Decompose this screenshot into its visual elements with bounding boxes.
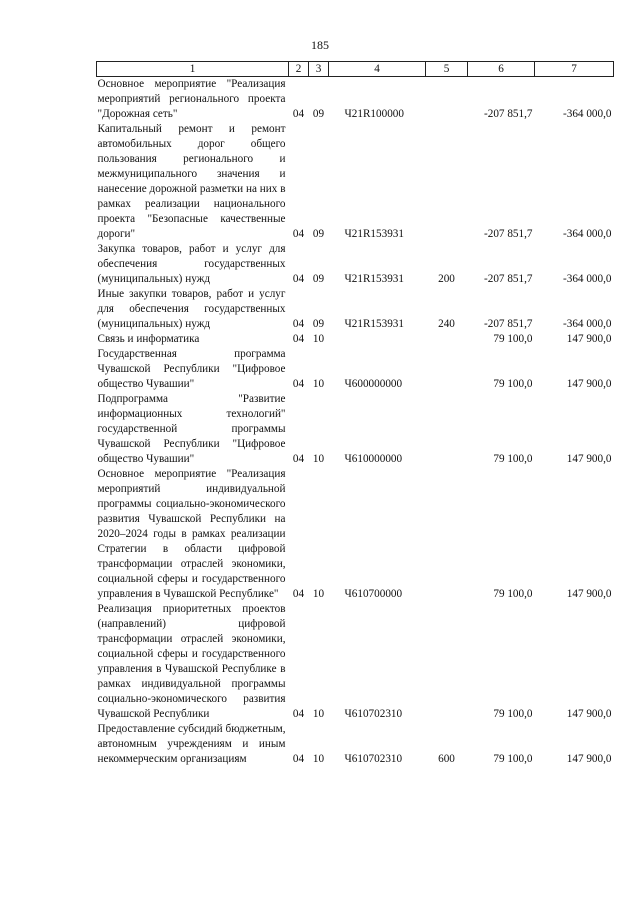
row-value-col-6: 79 100,0 (493, 453, 533, 465)
table-row (97, 467, 614, 602)
row-value-col-7: 147 900,0 (566, 753, 612, 765)
row-expense-type (426, 332, 468, 347)
row-section: 04 (292, 228, 305, 240)
table-row (97, 722, 614, 767)
row-target-code: Ч600000000 (344, 378, 403, 390)
row-name: Основное мероприятие "Реализация мероприятий регионального проекта "Дорожная сеть" (97, 78, 286, 120)
row-value-col-6: 79 100,0 (493, 378, 533, 390)
row-expense-type: 200 (438, 273, 455, 285)
table-row (97, 287, 614, 332)
row-subsection: 10 (312, 708, 325, 720)
row-value-col-7: 147 900,0 (566, 453, 612, 465)
row-subsection: 09 (312, 318, 325, 330)
row-expense-type (426, 467, 468, 602)
row-name: Государственная программа Чувашской Республики "Цифровое общество Чувашии" (97, 348, 286, 390)
row-expense-type (426, 347, 468, 392)
row-value-col-6: -207 851,7 (484, 273, 533, 285)
row-target-code: Ч610700000 (344, 588, 403, 600)
row-value-col-7: 147 900,0 (566, 378, 612, 390)
row-section: 04 (292, 273, 305, 285)
row-name: Связь и информатика (97, 333, 200, 345)
row-target-code: Ч610000000 (344, 453, 403, 465)
table-row (97, 347, 614, 392)
row-name: Иные закупки товаров, работ и услуг для обеспечения государственных (муниципальных) нужд (97, 288, 286, 330)
row-section: 04 (292, 453, 305, 465)
row-value-col-7: -364 000,0 (563, 273, 612, 285)
row-value-col-7: -364 000,0 (563, 228, 612, 240)
table-row (97, 602, 614, 722)
budget-table (96, 61, 614, 767)
table-row (97, 332, 614, 347)
row-name: Основное мероприятие "Реализация мероприятий индивидуальной программы социально-экономического развития Чувашской Республики на 2020–2024 годы в рамках реализации Стратегии в области цифровой трансформации отраслей экономики, социальной сферы и государственного управления в Чувашской Республике" (97, 468, 286, 600)
table-row (97, 242, 614, 287)
row-value-col-6: 79 100,0 (493, 588, 533, 600)
row-subsection: 10 (312, 453, 325, 465)
row-subsection: 10 (312, 753, 325, 765)
row-expense-type (426, 392, 468, 467)
header-col-4: 4 (329, 62, 426, 77)
row-target-code: Ч610702310 (344, 753, 403, 765)
row-name: Предоставление субсидий бюджетным, автономным учреждениям и иным некоммерческим организациям (97, 723, 286, 765)
header-col-1: 1 (97, 62, 289, 77)
row-expense-type (426, 602, 468, 722)
header-col-2: 2 (289, 62, 309, 77)
row-subsection: 09 (312, 273, 325, 285)
row-target-code: Ч610702310 (344, 708, 403, 720)
row-value-col-6: 79 100,0 (493, 708, 533, 720)
row-section: 04 (292, 378, 305, 390)
row-value-col-6: -207 851,7 (484, 318, 533, 330)
table-row (97, 392, 614, 467)
header-col-6: 6 (468, 62, 535, 77)
row-target-code: Ч21R153931 (344, 228, 404, 240)
row-name: Реализация приоритетных проектов (направлений) цифровой трансформации отраслей экономики, социальной сферы и государственного управления в Чувашской Республике в рамках индивидуальной программы социально-экономического развития Чувашской Республики (97, 603, 286, 720)
row-section: 04 (292, 318, 305, 330)
row-subsection: 10 (312, 333, 325, 345)
row-section: 04 (292, 588, 305, 600)
row-value-col-7: 147 900,0 (566, 708, 612, 720)
table-row (97, 77, 614, 123)
row-value-col-6: 79 100,0 (493, 753, 533, 765)
row-subsection: 10 (312, 588, 325, 600)
row-name: Капитальный ремонт и ремонт автомобильных дорог общего пользования регионального и межмуниципального значения и нанесение дорожной разметки на них в рамках реализации национального проекта "Безопасные качественные дороги" (97, 123, 286, 240)
row-target-code: Ч21R153931 (344, 318, 404, 330)
row-subsection: 09 (312, 108, 325, 120)
row-name: Закупка товаров, работ и услуг для обеспечения государственных (муниципальных) нужд (97, 243, 286, 285)
row-expense-type: 600 (438, 753, 455, 765)
row-value-col-7: -364 000,0 (563, 318, 612, 330)
header-col-7: 7 (535, 62, 614, 77)
row-value-col-6: 79 100,0 (493, 333, 533, 345)
row-expense-type: 240 (438, 318, 455, 330)
row-value-col-7: 147 900,0 (566, 333, 612, 345)
row-value-col-6: -207 851,7 (484, 108, 533, 120)
row-name: Подпрограмма "Развитие информационных технологий" государственной программы Чувашской Республики "Цифровое общество Чувашии" (97, 393, 286, 465)
row-subsection: 10 (312, 378, 325, 390)
table-row (97, 122, 614, 242)
row-expense-type (426, 77, 468, 123)
row-section: 04 (292, 708, 305, 720)
page-number: 185 (311, 38, 329, 52)
row-section: 04 (292, 333, 305, 345)
header-col-5: 5 (426, 62, 468, 77)
row-target-code: Ч21R100000 (344, 108, 404, 120)
row-section: 04 (292, 753, 305, 765)
row-target-code (329, 332, 426, 347)
row-value-col-7: 147 900,0 (566, 588, 612, 600)
table-header-row (97, 62, 614, 77)
header-col-3: 3 (309, 62, 329, 77)
row-value-col-6: -207 851,7 (484, 228, 533, 240)
row-target-code: Ч21R153931 (344, 273, 404, 285)
row-value-col-7: -364 000,0 (563, 108, 612, 120)
row-expense-type (426, 122, 468, 242)
row-section: 04 (292, 108, 305, 120)
row-subsection: 09 (312, 228, 325, 240)
